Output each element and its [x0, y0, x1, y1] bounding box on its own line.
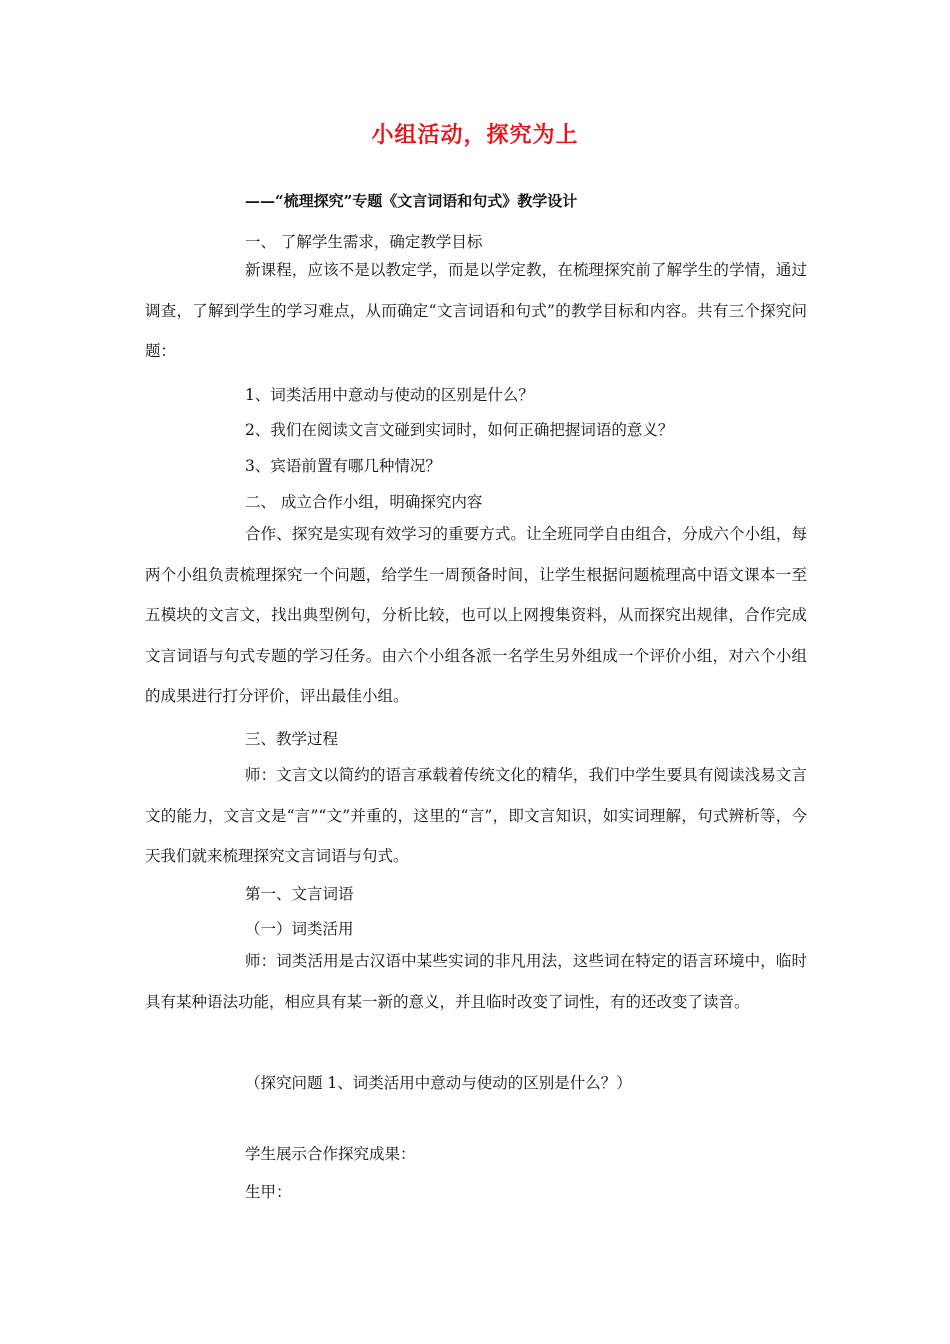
paragraph-1: 新课程，应该不是以教定学，而是以学定教，在梳理探究前了解学生的学情，通过调查，了解到学生的学习难点，从而确定“文言词语和句式”的教学目标和内容。共有三个探究问题： — [145, 261, 807, 360]
student-a-line: 生甲： — [245, 1183, 292, 1201]
student-show-line: 学生展示合作探究成果： — [245, 1145, 416, 1163]
document-title: 小组活动，探究为上 — [371, 122, 579, 148]
paragraph-4: 师：词类活用是古汉语中某些实词的非凡用法，这些词在特定的语言环境中，临时具有某种语法功能，相应具有某一新的意义，并且临时改变了词性，有的还改变了读音。 — [145, 952, 807, 1011]
question-item-3: 3、宾语前置有哪几种情况？ — [245, 457, 441, 475]
section-heading-2: 二、 成立合作小组，明确探究内容 — [245, 493, 483, 511]
section-heading-3: 三、教学过程 — [245, 730, 339, 748]
subsection-heading: （一）词类活用 — [245, 920, 354, 938]
document-subtitle: ——“梳理探究”专题《文言词语和句式》教学设计 — [245, 192, 578, 210]
paragraph-3: 师：文言文以简约的语言承载着传统文化的精华，我们中学生要具有阅读浅易文言文的能力，文言文是“言”“文”并重的，这里的“言”，即文言知识，如实词理解，句式辨析等，今天我们就来梳理探究文言词语与句式。 — [145, 766, 807, 865]
paragraph-2: 合作、探究是实现有效学习的重要方式。让全班同学自由组合，分成六个小组，每两个小组负责梳理探究一个问题，给学生一周预备时间，让学生根据问题梳理高中语文课本一至五模块的文言文，找出典型例句，分析比较，也可以上网搜集资料，从而探究出规律，合作完成文言词语与句式专题的学习任务。由六个小组各派一名学生另外组成一个评价小组，对六个小组的成果进行打分评价，评出最佳小组。 — [145, 525, 807, 705]
question-note: （探究问题 1、词类活用中意动与使动的区别是什么？） — [245, 1074, 632, 1092]
section-heading-1: 一、 了解学生需求，确定教学目标 — [245, 233, 483, 251]
question-item-2: 2、我们在阅读文言文碰到实词时，如何正确把握词语的意义？ — [245, 421, 674, 439]
part-heading-1: 第一、文言词语 — [245, 885, 354, 903]
question-item-1: 1、词类活用中意动与使动的区别是什么？ — [245, 386, 534, 404]
